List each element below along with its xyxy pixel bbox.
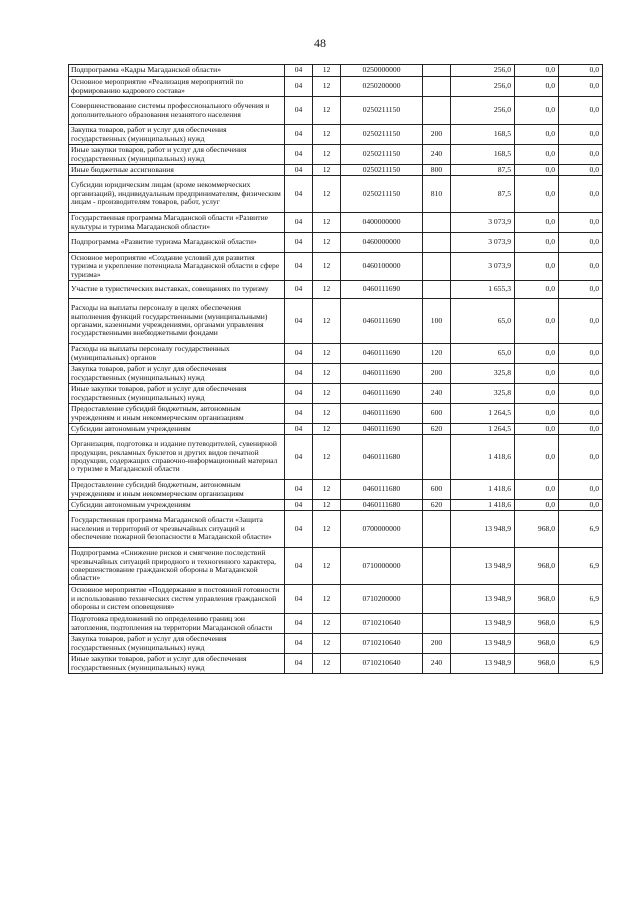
row-section: 04 bbox=[285, 511, 313, 548]
row-section: 04 bbox=[285, 480, 313, 500]
row-subsection: 12 bbox=[313, 548, 341, 585]
row-name: Закупка товаров, работ и услуг для обеспечения государственных (муниципальных) нужд bbox=[69, 364, 285, 384]
row-name: Субсидии автономным учреждениям bbox=[69, 424, 285, 435]
row-subsection: 12 bbox=[313, 344, 341, 364]
row-name: Подпрограмма «Развитие туризма Магаданской области» bbox=[69, 233, 285, 253]
row-subsection: 12 bbox=[313, 213, 341, 233]
row-section: 04 bbox=[285, 97, 313, 125]
row-target-article: 0400000000 bbox=[341, 213, 423, 233]
table-row bbox=[69, 213, 603, 233]
row-sum-1: 168,5 bbox=[451, 145, 515, 165]
row-sum-2: 968,0 bbox=[515, 614, 559, 634]
row-target-article: 0710210640 bbox=[341, 614, 423, 634]
row-sum-2: 968,0 bbox=[515, 634, 559, 654]
row-sum-3: 0,0 bbox=[559, 77, 603, 97]
row-expense-type: 200 bbox=[423, 125, 451, 145]
row-sum-2: 0,0 bbox=[515, 165, 559, 176]
row-expense-type: 810 bbox=[423, 176, 451, 213]
row-sum-3: 0,0 bbox=[559, 435, 603, 480]
table-row bbox=[69, 77, 603, 97]
row-sum-3: 0,0 bbox=[559, 299, 603, 344]
row-sum-2: 0,0 bbox=[515, 176, 559, 213]
row-section: 04 bbox=[285, 233, 313, 253]
row-section: 04 bbox=[285, 654, 313, 674]
row-target-article: 0250211150 bbox=[341, 145, 423, 165]
row-section: 04 bbox=[285, 404, 313, 424]
row-name: Совершенствование системы профессионального обучения и дополнительного образования незанятого населения bbox=[69, 97, 285, 125]
table-row bbox=[69, 585, 603, 614]
row-expense-type bbox=[423, 253, 451, 281]
table-body bbox=[69, 65, 603, 674]
row-sum-3: 0,0 bbox=[559, 65, 603, 77]
row-name: Иные закупки товаров, работ и услуг для обеспечения государственных (муниципальных) нужд bbox=[69, 384, 285, 404]
row-target-article: 0710200000 bbox=[341, 585, 423, 614]
table-row bbox=[69, 384, 603, 404]
row-name: Предоставление субсидий бюджетным, автономным учреждениям и иным некоммерческим организациям bbox=[69, 404, 285, 424]
row-sum-1: 1 264,5 bbox=[451, 404, 515, 424]
row-sum-1: 13 948,9 bbox=[451, 511, 515, 548]
row-subsection: 12 bbox=[313, 97, 341, 125]
row-sum-1: 1 655,3 bbox=[451, 281, 515, 299]
table-row bbox=[69, 344, 603, 364]
row-target-article: 0250211150 bbox=[341, 97, 423, 125]
row-sum-3: 0,0 bbox=[559, 213, 603, 233]
row-sum-1: 256,0 bbox=[451, 97, 515, 125]
table-row bbox=[69, 654, 603, 674]
budget-table bbox=[68, 64, 603, 674]
row-section: 04 bbox=[285, 424, 313, 435]
row-expense-type bbox=[423, 233, 451, 253]
row-sum-1: 13 948,9 bbox=[451, 634, 515, 654]
row-subsection: 12 bbox=[313, 165, 341, 176]
row-name: Иные бюджетные ассигнования bbox=[69, 165, 285, 176]
row-expense-type: 240 bbox=[423, 384, 451, 404]
row-sum-2: 968,0 bbox=[515, 585, 559, 614]
row-name: Основное мероприятие «Поддержание в постоянной готовности и использованию технических систем управления гражданской обороны и систем оповещения» bbox=[69, 585, 285, 614]
row-sum-3: 6,9 bbox=[559, 614, 603, 634]
row-sum-2: 0,0 bbox=[515, 435, 559, 480]
row-expense-type: 620 bbox=[423, 424, 451, 435]
table-row bbox=[69, 634, 603, 654]
table-row bbox=[69, 145, 603, 165]
row-sum-1: 87,5 bbox=[451, 176, 515, 213]
row-section: 04 bbox=[285, 77, 313, 97]
row-sum-1: 87,5 bbox=[451, 165, 515, 176]
table-row bbox=[69, 281, 603, 299]
row-section: 04 bbox=[285, 176, 313, 213]
row-subsection: 12 bbox=[313, 634, 341, 654]
row-expense-type bbox=[423, 614, 451, 634]
row-subsection: 12 bbox=[313, 253, 341, 281]
row-subsection: 12 bbox=[313, 585, 341, 614]
row-target-article: 0250211150 bbox=[341, 176, 423, 213]
row-expense-type bbox=[423, 97, 451, 125]
row-section: 04 bbox=[285, 281, 313, 299]
row-sum-3: 0,0 bbox=[559, 233, 603, 253]
row-section: 04 bbox=[285, 145, 313, 165]
row-subsection: 12 bbox=[313, 65, 341, 77]
row-sum-2: 0,0 bbox=[515, 344, 559, 364]
row-section: 04 bbox=[285, 634, 313, 654]
row-sum-2: 968,0 bbox=[515, 548, 559, 585]
row-subsection: 12 bbox=[313, 145, 341, 165]
row-name: Расходы на выплаты персоналу государственных (муниципальных) органов bbox=[69, 344, 285, 364]
row-target-article: 0460111690 bbox=[341, 384, 423, 404]
row-target-article: 0250000000 bbox=[341, 65, 423, 77]
row-target-article: 0250211150 bbox=[341, 165, 423, 176]
row-sum-1: 168,5 bbox=[451, 125, 515, 145]
row-sum-3: 6,9 bbox=[559, 634, 603, 654]
row-sum-3: 0,0 bbox=[559, 404, 603, 424]
row-section: 04 bbox=[285, 500, 313, 511]
row-expense-type: 240 bbox=[423, 654, 451, 674]
row-sum-3: 0,0 bbox=[559, 253, 603, 281]
row-sum-3: 0,0 bbox=[559, 125, 603, 145]
row-section: 04 bbox=[285, 165, 313, 176]
table-row bbox=[69, 424, 603, 435]
row-sum-3: 0,0 bbox=[559, 145, 603, 165]
table-row bbox=[69, 299, 603, 344]
row-section: 04 bbox=[285, 384, 313, 404]
row-sum-1: 1 264,5 bbox=[451, 424, 515, 435]
row-expense-type: 120 bbox=[423, 344, 451, 364]
row-expense-type bbox=[423, 548, 451, 585]
page-number: 48 bbox=[314, 36, 326, 50]
row-sum-2: 968,0 bbox=[515, 511, 559, 548]
row-name: Предоставление субсидий бюджетным, автономным учреждениям и иным некоммерческим организациям bbox=[69, 480, 285, 500]
row-name: Государственная программа Магаданской области «Защита населения и территорий от чрезвычайных ситуаций и обеспечение пожарной безопасности в Магаданской области» bbox=[69, 511, 285, 548]
row-sum-3: 0,0 bbox=[559, 384, 603, 404]
row-target-article: 0460111690 bbox=[341, 281, 423, 299]
row-name: Субсидии автономным учреждениям bbox=[69, 500, 285, 511]
row-subsection: 12 bbox=[313, 125, 341, 145]
row-sum-3: 0,0 bbox=[559, 97, 603, 125]
row-target-article: 0250200000 bbox=[341, 77, 423, 97]
row-name: Субсидии юридическим лицам (кроме некоммерческих организаций), индивидуальным предпринимателям, физическим лицам - производителям товаров, работ, услуг bbox=[69, 176, 285, 213]
row-sum-3: 6,9 bbox=[559, 511, 603, 548]
row-target-article: 0460100000 bbox=[341, 253, 423, 281]
row-sum-1: 1 418,6 bbox=[451, 500, 515, 511]
row-expense-type: 200 bbox=[423, 364, 451, 384]
row-section: 04 bbox=[285, 299, 313, 344]
table-row bbox=[69, 614, 603, 634]
row-target-article: 0460111690 bbox=[341, 344, 423, 364]
row-sum-2: 0,0 bbox=[515, 145, 559, 165]
row-name: Иные закупки товаров, работ и услуг для обеспечения государственных (муниципальных) нужд bbox=[69, 654, 285, 674]
row-sum-1: 1 418,6 bbox=[451, 435, 515, 480]
row-sum-2: 0,0 bbox=[515, 77, 559, 97]
row-sum-3: 0,0 bbox=[559, 344, 603, 364]
row-sum-1: 325,8 bbox=[451, 364, 515, 384]
row-section: 04 bbox=[285, 125, 313, 145]
row-sum-3: 0,0 bbox=[559, 364, 603, 384]
table-row bbox=[69, 233, 603, 253]
row-name: Основное мероприятие «Создание условий для развития туризма и укрепление потенциала Магаданской области в сфере туризма» bbox=[69, 253, 285, 281]
row-target-article: 0710210640 bbox=[341, 634, 423, 654]
row-sum-1: 1 418,6 bbox=[451, 480, 515, 500]
table-row bbox=[69, 435, 603, 480]
row-sum-1: 13 948,9 bbox=[451, 548, 515, 585]
row-subsection: 12 bbox=[313, 299, 341, 344]
row-expense-type: 100 bbox=[423, 299, 451, 344]
row-sum-2: 968,0 bbox=[515, 654, 559, 674]
row-sum-1: 3 073,9 bbox=[451, 233, 515, 253]
row-name: Подпрограмма «Кадры Магаданской области» bbox=[69, 65, 285, 77]
table-row bbox=[69, 125, 603, 145]
row-target-article: 0460111690 bbox=[341, 364, 423, 384]
row-subsection: 12 bbox=[313, 424, 341, 435]
row-sum-1: 65,0 bbox=[451, 344, 515, 364]
row-sum-2: 0,0 bbox=[515, 384, 559, 404]
row-subsection: 12 bbox=[313, 500, 341, 511]
row-expense-type bbox=[423, 511, 451, 548]
row-target-article: 0460111690 bbox=[341, 299, 423, 344]
row-expense-type: 800 bbox=[423, 165, 451, 176]
row-name: Подпрограмма «Снижение рисков и смягчение последствий чрезвычайных ситуаций природного и техногенного характера, совершенствование гражданской обороны в Магаданской области» bbox=[69, 548, 285, 585]
row-section: 04 bbox=[285, 364, 313, 384]
row-sum-3: 0,0 bbox=[559, 281, 603, 299]
row-expense-type bbox=[423, 281, 451, 299]
table-row bbox=[69, 500, 603, 511]
row-sum-3: 6,9 bbox=[559, 585, 603, 614]
table-row bbox=[69, 176, 603, 213]
table-row bbox=[69, 165, 603, 176]
row-sum-3: 0,0 bbox=[559, 424, 603, 435]
row-sum-1: 13 948,9 bbox=[451, 585, 515, 614]
row-sum-2: 0,0 bbox=[515, 125, 559, 145]
row-section: 04 bbox=[285, 344, 313, 364]
row-expense-type: 620 bbox=[423, 500, 451, 511]
row-target-article: 0460111690 bbox=[341, 404, 423, 424]
row-sum-2: 0,0 bbox=[515, 404, 559, 424]
row-sum-1: 325,8 bbox=[451, 384, 515, 404]
row-sum-2: 0,0 bbox=[515, 65, 559, 77]
row-sum-2: 0,0 bbox=[515, 424, 559, 435]
row-name: Иные закупки товаров, работ и услуг для обеспечения государственных (муниципальных) нужд bbox=[69, 145, 285, 165]
row-section: 04 bbox=[285, 614, 313, 634]
row-expense-type bbox=[423, 77, 451, 97]
row-target-article: 0460111680 bbox=[341, 500, 423, 511]
row-target-article: 0460111680 bbox=[341, 480, 423, 500]
row-sum-2: 0,0 bbox=[515, 500, 559, 511]
row-sum-2: 0,0 bbox=[515, 364, 559, 384]
row-expense-type bbox=[423, 213, 451, 233]
row-expense-type bbox=[423, 65, 451, 77]
row-subsection: 12 bbox=[313, 614, 341, 634]
row-sum-1: 256,0 bbox=[451, 77, 515, 97]
table-row bbox=[69, 253, 603, 281]
row-name: Основное мероприятие «Реализация мероприятий по формированию кадрового состава» bbox=[69, 77, 285, 97]
row-subsection: 12 bbox=[313, 364, 341, 384]
row-subsection: 12 bbox=[313, 176, 341, 213]
table-row bbox=[69, 480, 603, 500]
table-row bbox=[69, 97, 603, 125]
row-subsection: 12 bbox=[313, 384, 341, 404]
row-section: 04 bbox=[285, 65, 313, 77]
row-section: 04 bbox=[285, 435, 313, 480]
row-sum-2: 0,0 bbox=[515, 281, 559, 299]
row-target-article: 0710000000 bbox=[341, 548, 423, 585]
row-name: Закупка товаров, работ и услуг для обеспечения государственных (муниципальных) нужд bbox=[69, 634, 285, 654]
row-section: 04 bbox=[285, 213, 313, 233]
row-section: 04 bbox=[285, 548, 313, 585]
row-subsection: 12 bbox=[313, 404, 341, 424]
row-subsection: 12 bbox=[313, 77, 341, 97]
row-sum-2: 0,0 bbox=[515, 213, 559, 233]
row-expense-type: 240 bbox=[423, 145, 451, 165]
row-subsection: 12 bbox=[313, 480, 341, 500]
row-subsection: 12 bbox=[313, 511, 341, 548]
row-expense-type: 200 bbox=[423, 634, 451, 654]
row-section: 04 bbox=[285, 585, 313, 614]
row-sum-1: 3 073,9 bbox=[451, 253, 515, 281]
row-sum-1: 256,0 bbox=[451, 65, 515, 77]
row-subsection: 12 bbox=[313, 281, 341, 299]
row-expense-type: 600 bbox=[423, 404, 451, 424]
row-expense-type bbox=[423, 585, 451, 614]
row-target-article: 0460111680 bbox=[341, 435, 423, 480]
row-name: Закупка товаров, работ и услуг для обеспечения государственных (муниципальных) нужд bbox=[69, 125, 285, 145]
row-subsection: 12 bbox=[313, 654, 341, 674]
row-sum-3: 0,0 bbox=[559, 500, 603, 511]
row-sum-3: 6,9 bbox=[559, 548, 603, 585]
row-name: Участие в туристических выставках, совещаниях по туризму bbox=[69, 281, 285, 299]
row-sum-2: 0,0 bbox=[515, 299, 559, 344]
row-sum-1: 65,0 bbox=[451, 299, 515, 344]
table-row bbox=[69, 548, 603, 585]
row-sum-2: 0,0 bbox=[515, 97, 559, 125]
row-name: Расходы на выплаты персоналу в целях обеспечения выполнения функций государственными (муниципальными) органами, казенными учреждениями, органами управления государственными внебюджетными фондами bbox=[69, 299, 285, 344]
table-row bbox=[69, 511, 603, 548]
row-target-article: 0700000000 bbox=[341, 511, 423, 548]
row-sum-2: 0,0 bbox=[515, 480, 559, 500]
row-subsection: 12 bbox=[313, 233, 341, 253]
row-sum-3: 0,0 bbox=[559, 176, 603, 213]
table-row bbox=[69, 364, 603, 384]
row-name: Организация, подготовка и издание путеводителей, сувенирной продукции, рекламных буклетов и других видов печатной продукции, содержащих справочно-информационный материал о туризме в Магаданской области bbox=[69, 435, 285, 480]
row-sum-1: 3 073,9 bbox=[451, 213, 515, 233]
row-name: Подготовка предложений по определению границ зон затопления, подтопления на территории Магаданской области bbox=[69, 614, 285, 634]
row-expense-type bbox=[423, 435, 451, 480]
row-sum-3: 0,0 bbox=[559, 480, 603, 500]
row-target-article: 0460000000 bbox=[341, 233, 423, 253]
row-expense-type: 600 bbox=[423, 480, 451, 500]
row-sum-1: 13 948,9 bbox=[451, 654, 515, 674]
row-section: 04 bbox=[285, 253, 313, 281]
row-name: Государственная программа Магаданской области «Развитие культуры и туризма Магаданской области» bbox=[69, 213, 285, 233]
row-sum-3: 6,9 bbox=[559, 654, 603, 674]
row-sum-1: 13 948,9 bbox=[451, 614, 515, 634]
row-target-article: 0460111690 bbox=[341, 424, 423, 435]
row-sum-2: 0,0 bbox=[515, 253, 559, 281]
table-row bbox=[69, 404, 603, 424]
row-target-article: 0250211150 bbox=[341, 125, 423, 145]
row-target-article: 0710210640 bbox=[341, 654, 423, 674]
row-sum-2: 0,0 bbox=[515, 233, 559, 253]
row-sum-3: 0,0 bbox=[559, 165, 603, 176]
table-row bbox=[69, 65, 603, 77]
row-subsection: 12 bbox=[313, 435, 341, 480]
